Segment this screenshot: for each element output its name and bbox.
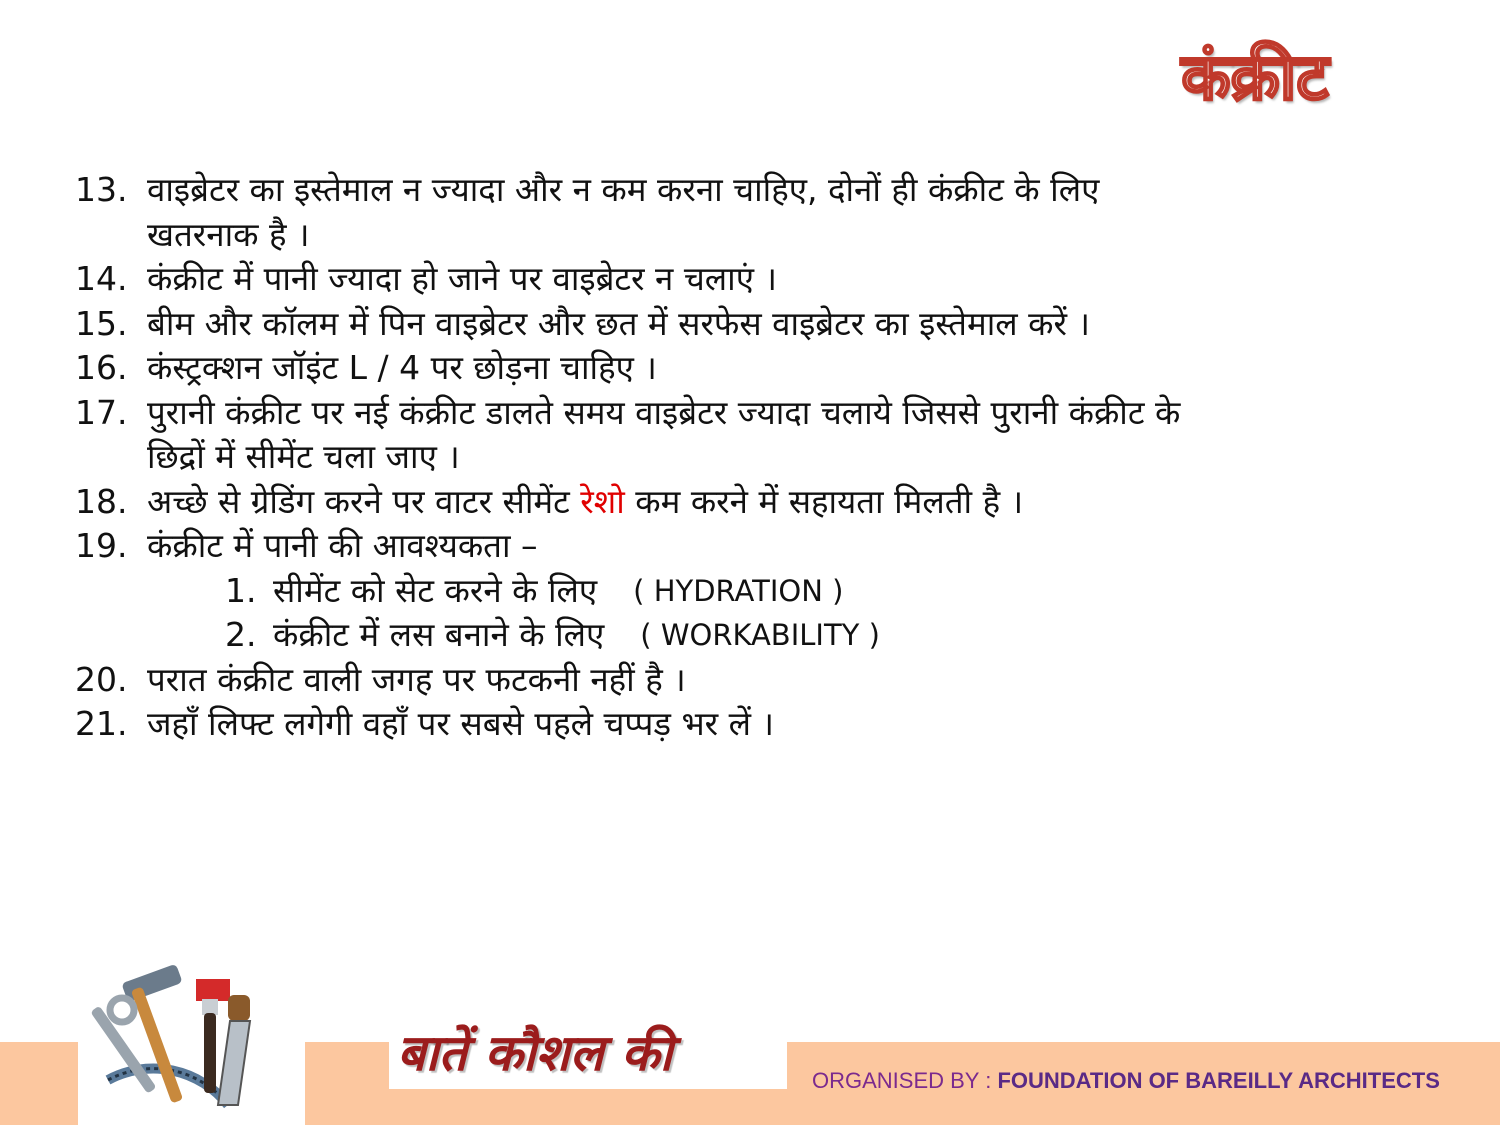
highlight-word: रेशो	[580, 481, 625, 521]
tools-logo	[78, 955, 305, 1125]
list-item-20	[75, 658, 1195, 703]
item-text: कंस्ट्रक्शन जॉइंट L / 4 पर छोड़ना चाहिए ।	[147, 348, 657, 387]
sub-item-text: कंक्रीट में लस बनाने के लिए	[273, 615, 605, 654]
item-number: 13.	[75, 170, 128, 209]
item-text: कंक्रीट में पानी की आवश्यकता –	[147, 526, 538, 565]
list-item-13	[75, 168, 1195, 257]
item-number: 17.	[75, 392, 128, 432]
item-number: 20.	[75, 659, 128, 699]
list-item-14	[75, 257, 1195, 302]
point-list	[75, 168, 1195, 747]
tools-icon	[78, 955, 305, 1125]
item-text	[147, 480, 1195, 525]
item-text: कंक्रीट में पानी ज्यादा हो जाने पर वाइब्रेटर न चलाएं ।	[147, 259, 777, 298]
item-text-before: अच्छे से ग्रेडिंग करने पर वाटर सीमेंट	[147, 481, 570, 521]
item-text-after: कम करने में सहायता मिलती है ।	[635, 481, 1024, 521]
item-number: 18.	[75, 481, 128, 521]
item-text: जहाँ लिफ्ट लगेगी वहाँ पर सबसे पहले चप्पड़ भर लें ।	[147, 704, 775, 743]
sub-item-number: 2.	[225, 615, 257, 654]
item-number: 14.	[75, 259, 128, 298]
list-item-17	[75, 391, 1195, 480]
item-text: पुरानी कंक्रीट पर नई कंक्रीट डालते समय वाइब्रेटर ज्यादा चलाये जिससे पुरानी कंक्रीट के छिद्रों में सीमेंट चला जाए ।	[147, 392, 1181, 476]
item-text: वाइब्रेटर का इस्तेमाल न ज्यादा और न कम करना चाहिए, दोनों ही कंक्रीट के लिए खतरनाक है ।	[147, 170, 1100, 254]
organiser-credit	[812, 1064, 1492, 1098]
sub-item-english: ( WORKABILITY )	[640, 618, 880, 652]
organiser-name: FOUNDATION OF BAREILLY ARCHITECTS	[997, 1068, 1440, 1093]
brand-logo: बातें कौशल की	[389, 1017, 787, 1089]
list-item-15	[75, 302, 1195, 347]
organised-label: ORGANISED BY :	[812, 1068, 992, 1093]
item-number: 21.	[75, 704, 128, 743]
sub-item-1	[75, 569, 1195, 614]
list-item-16	[75, 346, 1195, 391]
item-text: बीम और कॉलम में पिन वाइब्रेटर और छत में सरफेस वाइब्रेटर का इस्तेमाल करें ।	[147, 303, 1090, 343]
item-number: 16.	[75, 348, 128, 387]
item-number: 19.	[75, 526, 128, 565]
sub-item-number: 1.	[225, 570, 257, 610]
sub-item-text: सीमेंट को सेट करने के लिए	[273, 570, 598, 610]
item-number: 15.	[75, 303, 128, 343]
sub-item-english: ( HYDRATION )	[633, 573, 844, 608]
item-text: परात कंक्रीट वाली जगह पर फटकनी नहीं है ।	[147, 659, 686, 699]
list-item-21	[75, 702, 1195, 747]
slide-title: कंक्रीट	[1181, 41, 1329, 115]
sub-item-2	[75, 613, 1195, 658]
list-item-19	[75, 524, 1195, 569]
list-item-18	[75, 480, 1195, 525]
